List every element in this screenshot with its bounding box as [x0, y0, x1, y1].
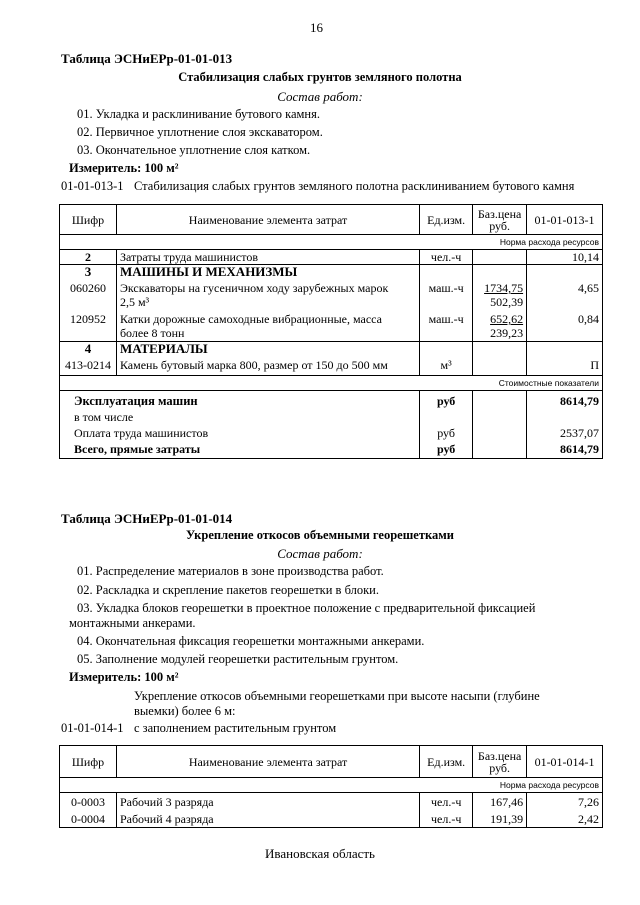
- t1-row-2: [60, 250, 603, 265]
- t1-r2-val: 10,14: [527, 250, 603, 265]
- t1-m1-price-1: 1734,75: [484, 281, 524, 295]
- t1-m1-code: 060260: [60, 279, 117, 309]
- t1-r4-name: МАТЕРИАЛЫ: [116, 342, 419, 357]
- t1-sum-2: [60, 408, 603, 424]
- t1-r3-unit: [420, 265, 473, 280]
- t1-sum-1: [60, 391, 603, 409]
- t1-s1-val: 8614,79: [527, 391, 603, 409]
- t1-meter: Измеритель: 100 м²: [69, 161, 179, 175]
- t1-machine-1: [60, 279, 603, 309]
- t1-cost-head: Стоимостные показатели: [60, 376, 603, 391]
- t1-s4-price: [473, 440, 527, 459]
- t1-r2-unit: чел.-ч: [420, 250, 473, 265]
- t2-meter: Измеритель: 100 м²: [69, 670, 179, 684]
- t1-r3-val: [527, 265, 603, 280]
- t1-code-line-code: 01-01-013-1: [61, 179, 124, 193]
- t1-mat-name: Камень бутовый марка 800, размер от 150 до 500 мм: [116, 356, 419, 376]
- t1-material-row: [60, 356, 603, 376]
- t1-mat-val: П: [527, 356, 603, 376]
- t1-m1-price: [473, 279, 527, 309]
- t2-resource-table: [59, 745, 603, 828]
- t1-s1-price: [473, 391, 527, 409]
- t1-header-row: [60, 205, 603, 235]
- t1-s4-unit: руб: [420, 440, 473, 459]
- t1-row-4: [60, 342, 603, 357]
- t2-h-price: Баз.цена руб.: [473, 746, 527, 778]
- footer-region: Ивановская область: [265, 846, 375, 861]
- t1-r3-name: МАШИНЫ И МЕХАНИЗМЫ: [116, 265, 419, 280]
- t1-sum-3: [60, 424, 603, 440]
- t1-r3-code: 3: [60, 265, 117, 280]
- t1-m2-name-line2: более 8 тонн: [119, 326, 185, 340]
- t2-desc-2: выемки) более 6 м:: [134, 704, 236, 718]
- t2-work-4: 04. Окончательная фиксация георешетки монтажными анкерами.: [77, 634, 425, 648]
- t1-m2-price-2: 239,23: [490, 326, 524, 340]
- t2-code-line-text: с заполнением растительным грунтом: [134, 721, 337, 735]
- t1-r4-price: [473, 342, 527, 357]
- t1-work-1: 01. Укладка и расклинивание бутового камня.: [77, 107, 320, 121]
- t1-code-line-text: Стабилизация слабых грунтов земляного полотна расклиниванием бутового камня: [134, 179, 575, 193]
- t1-cost-head-row: [60, 376, 603, 391]
- t2-title: Таблица ЭСНиЕРр-01-01-014: [61, 511, 233, 526]
- t1-s3-price: [473, 424, 527, 440]
- page-number: 16: [310, 20, 323, 35]
- t2-norma-row: [60, 778, 603, 793]
- t1-mat-unit: м³: [420, 356, 473, 376]
- t1-norma: Норма расхода ресурсов: [60, 235, 603, 250]
- t1-h-col: 01-01-013-1: [527, 205, 603, 235]
- t1-s2-unit: [420, 408, 473, 424]
- t1-m1-name-line1: Экскаваторы на гусеничном ходу зарубежных марок: [119, 281, 389, 295]
- t1-norma-row: [60, 235, 603, 250]
- t2-row-2: [60, 809, 603, 828]
- t1-r4-val: [527, 342, 603, 357]
- t2-subtitle: Укрепление откосов объемными георешетками: [186, 528, 454, 542]
- t1-work-3: 03. Окончательное уплотнение слоя катком.: [77, 143, 311, 157]
- t2-r2-unit: чел.-ч: [420, 809, 473, 828]
- t1-resource-table: [59, 204, 603, 459]
- t2-r1-code: 0-0003: [60, 793, 117, 810]
- t1-m2-price: [473, 309, 527, 342]
- t2-r2-price: 191,39: [473, 809, 527, 828]
- t1-m1-name: [116, 279, 419, 309]
- t2-r2-val: 2,42: [527, 809, 603, 828]
- t2-norma: Норма расхода ресурсов: [60, 778, 603, 793]
- t2-work-3-cont: монтажными анкерами.: [69, 616, 196, 630]
- t1-m2-code: 120952: [60, 309, 117, 342]
- t1-machine-2: [60, 309, 603, 342]
- t2-works-head: Состав работ:: [277, 546, 363, 561]
- t1-works-head: Состав работ:: [277, 89, 363, 104]
- t1-mat-price: [473, 356, 527, 376]
- t1-r2-price: [473, 250, 527, 265]
- t2-h-unit: Ед.изм.: [420, 746, 473, 778]
- t1-m2-name-line1: Катки дорожные самоходные вибрационные, масса: [119, 312, 382, 326]
- t1-h-price: Баз.цена руб.: [473, 205, 527, 235]
- t1-h-code: Шифр: [60, 205, 117, 235]
- t1-m1-unit: маш.-ч: [420, 279, 473, 309]
- t1-m1-val: 4,65: [527, 279, 603, 309]
- t1-s1-name: Эксплуатация машин: [60, 391, 420, 409]
- t2-desc-1: Укрепление откосов объемными георешетками при высоте насыпи (глубине: [134, 689, 540, 703]
- t1-title: Таблица ЭСНиЕРр-01-01-013: [61, 51, 233, 66]
- t2-r1-name: Рабочий 3 разряда: [116, 793, 419, 810]
- t2-r2-code: 0-0004: [60, 809, 117, 828]
- t2-work-3: 03. Укладка блоков георешетки в проектное положение с предварительной фиксацией: [77, 601, 536, 615]
- t1-s4-val: 8614,79: [527, 440, 603, 459]
- t2-code-line-code: 01-01-014-1: [61, 721, 124, 735]
- t1-m2-val: 0,84: [527, 309, 603, 342]
- t1-s1-unit: руб: [420, 391, 473, 409]
- t2-row-1: [60, 793, 603, 810]
- t1-h-name: Наименование элемента затрат: [116, 205, 419, 235]
- t2-r2-name: Рабочий 4 разряда: [116, 809, 419, 828]
- t1-mat-code: 413-0214: [60, 356, 117, 376]
- t1-s2-val: [527, 408, 603, 424]
- t1-m1-name-line2: 2,5 м³: [119, 295, 150, 309]
- t1-sum-4: [60, 440, 603, 459]
- t2-r1-unit: чел.-ч: [420, 793, 473, 810]
- t2-r1-price: 167,46: [473, 793, 527, 810]
- t2-header-row: [60, 746, 603, 778]
- t2-work-5: 05. Заполнение модулей георешетки растительным грунтом.: [77, 652, 399, 666]
- t2-h-name: Наименование элемента затрат: [116, 746, 419, 778]
- t1-subtitle: Стабилизация слабых грунтов земляного полотна: [178, 70, 462, 84]
- t1-m1-price-2: 502,39: [490, 295, 524, 309]
- t1-m2-name: [116, 309, 419, 342]
- t1-s2-price: [473, 408, 527, 424]
- t1-s3-name: Оплата труда машинистов: [60, 424, 420, 440]
- t2-work-1: 01. Распределение материалов в зоне производства работ.: [77, 564, 384, 578]
- t1-s3-unit: руб: [420, 424, 473, 440]
- t1-r2-name: Затраты труда машинистов: [116, 250, 419, 265]
- t2-h-code: Шифр: [60, 746, 117, 778]
- t1-s3-val: 2537,07: [527, 424, 603, 440]
- t2-h-col: 01-01-014-1: [527, 746, 603, 778]
- t1-m2-unit: маш.-ч: [420, 309, 473, 342]
- t2-r1-val: 7,26: [527, 793, 603, 810]
- t1-r4-unit: [420, 342, 473, 357]
- t1-r3-price: [473, 265, 527, 280]
- t1-r4-code: 4: [60, 342, 117, 357]
- t1-r2-code: 2: [60, 250, 117, 265]
- t2-work-2: 02. Раскладка и скрепление пакетов георешетки в блоки.: [77, 583, 379, 597]
- t1-m2-price-1: 652,62: [490, 312, 524, 326]
- t1-row-3: [60, 265, 603, 280]
- t1-s2-name: в том числе: [60, 408, 420, 424]
- t1-h-unit: Ед.изм.: [420, 205, 473, 235]
- t1-work-2: 02. Первичное уплотнение слоя экскаватором.: [77, 125, 323, 139]
- t1-s4-name: Всего, прямые затраты: [60, 440, 420, 459]
